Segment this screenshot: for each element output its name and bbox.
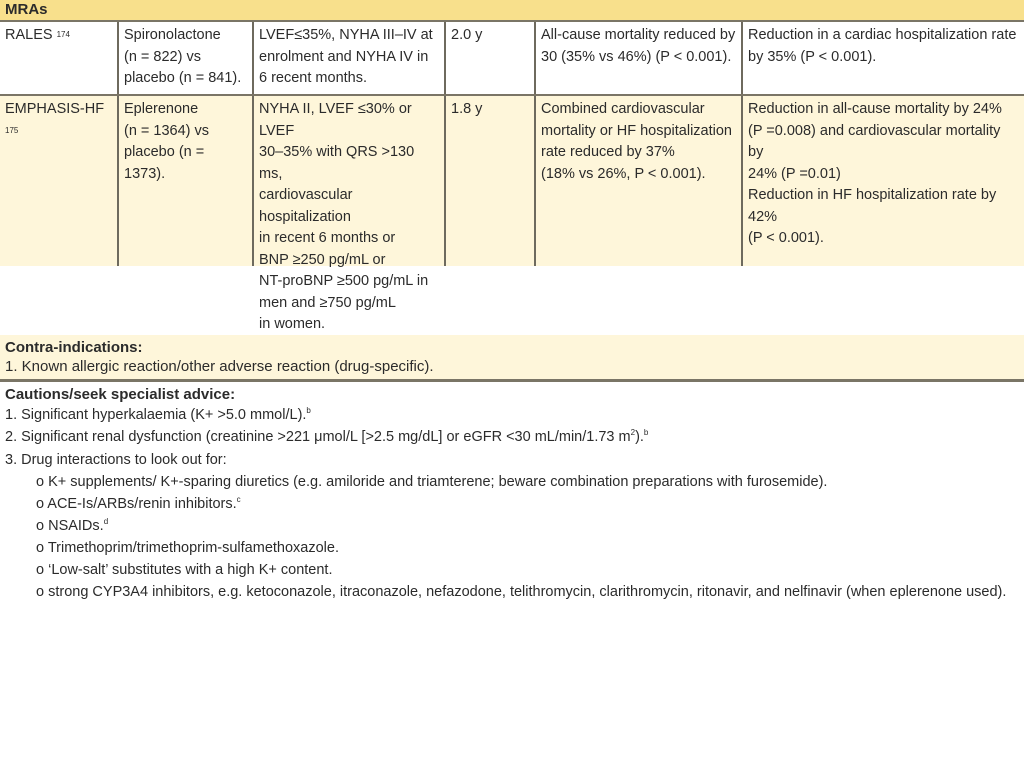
cell-secondary-outcome: Reduction in all-cause mortality by 24% (P =0.008) and cardiovascular mortality by 24% (P =0.01) Reduction in HF hospitalization rate by 42% (P < 0.001). <box>741 96 1024 266</box>
cell-population: LVEF≤35%, NYHA III–IV at enrolment and NYHA IV in 6 recent months. <box>252 22 444 94</box>
trial-reference: 174 <box>56 30 70 39</box>
interaction-item: o ‘Low-salt’ substitutes with a high K+ content. <box>36 562 333 578</box>
section-header-mras <box>0 0 1024 22</box>
interaction-item: o ACE-Is/ARBs/renin inhibitors.$^c$ <box>36 495 241 512</box>
caution-item: 1. Significant hyperkalaemia (K+ >5.0 mmol/L).$^b$ <box>5 406 311 423</box>
table-row-rales <box>0 22 1024 96</box>
contra-indications-box <box>0 335 1024 382</box>
caution-item: 2. Significant renal dysfunction (creatinine >221 μmol/L [>2.5 mg/dL] or eGFR <30 mL/min/1.73 $m^2).^b$ <box>5 428 649 445</box>
cell-treatment: Spironolactone (n = 822) vs placebo (n = 841). <box>117 22 252 94</box>
cautions-title: Cautions/seek specialist advice: <box>5 386 236 403</box>
interaction-item: o Trimethoprim/trimethoprim-sulfamethoxazole. <box>36 540 339 556</box>
footnote-marker: c <box>236 495 241 504</box>
superscript: 2 <box>630 428 636 437</box>
caution-item: 3. Drug interactions to look out for: <box>5 452 227 468</box>
cell-trial <box>0 96 117 266</box>
cell-treatment: Eplerenone (n = 1364) vs placebo (n = 1373). <box>117 96 252 266</box>
contra-indications-title: Contra-indications: <box>5 339 143 356</box>
trial-reference: 175 <box>5 125 19 135</box>
cell-trial <box>0 22 117 94</box>
table-row-emphasis-hf <box>0 96 1024 332</box>
section-title: MRAs <box>5 1 48 18</box>
cell-population: NYHA II, LVEF ≤30% or LVEF 30–35% with QRS >130 ms, cardiovascular hospitalization in recent 6 months or BNP ≥250 pg/mL or NT-proBNP ≥500 pg/mL in men and ≥750 pg/mL in women. <box>252 96 444 266</box>
cell-duration: 2.0 y <box>444 22 534 94</box>
interaction-item: o K+ supplements/ K+-sparing diuretics (e.g. amiloride and triamterene; beware combination preparations with furosemide). <box>36 474 828 490</box>
trial-name: EMPHASIS-HF <box>5 101 105 117</box>
cell-secondary-outcome: Reduction in a cardiac hospitalization rate by 35% (P < 0.001). <box>741 22 1024 94</box>
contra-indication-item: 1. Known allergic reaction/other adverse reaction (drug-specific). <box>5 358 434 375</box>
footnote-marker: b <box>306 406 311 415</box>
trial-name: RALES <box>5 27 53 43</box>
cell-duration: 1.8 y <box>444 96 534 266</box>
cell-primary-outcome: All-cause mortality reduced by 30 (35% vs 46%) (P < 0.001). <box>534 22 741 94</box>
footnote-marker: d <box>103 517 109 526</box>
footnote-marker: b <box>643 428 649 437</box>
cell-primary-outcome: Combined cardiovascular mortality or HF hospitalization rate reduced by 37% (18% vs 26%, P < 0.001). <box>534 96 741 266</box>
interaction-item: o NSAIDs.$^d$ <box>36 517 109 534</box>
interaction-item: o strong CYP3A4 inhibitors, e.g. ketoconazole, itraconazole, nefazodone, telithromycin, clarithromycin, ritonavir, and nelfinavir (when eplerenone used). <box>36 584 1007 600</box>
